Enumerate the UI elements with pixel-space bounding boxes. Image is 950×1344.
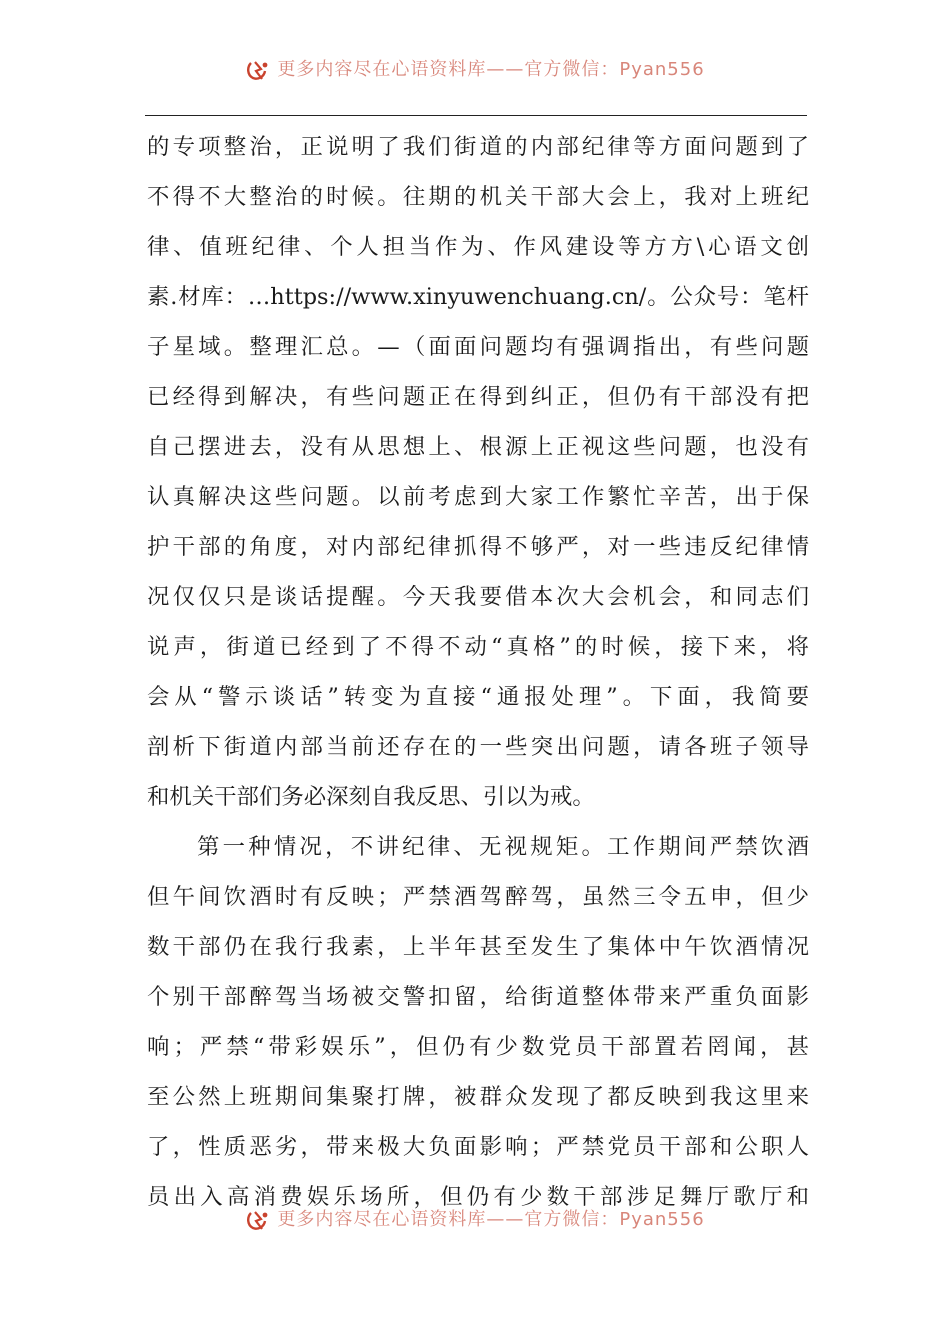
header-divider (145, 115, 807, 116)
text-line: 第一种情况，不讲纪律、无视规矩。工作期间严禁饮酒 (197, 834, 809, 860)
text-line: 不得不大整治的时候。往期的机关干部大会上，我对上班纪 (147, 184, 809, 210)
watermark-text: 更多内容尽在心语资料库——官方微信：Pyan556 (277, 1209, 705, 1230)
text-line: 子星域。整理汇总。—（面面问题均有强调指出，有些问题 (147, 334, 809, 360)
text-line: 个别干部醉驾当场被交警扣留，给街道整体带来严重负面影 (147, 984, 809, 1010)
text-line: 说声，街道已经到了不得不动“真格”的时候，接下来，将 (147, 634, 809, 660)
watermark-text: 更多内容尽在心语资料库——官方微信：Pyan556 (277, 59, 705, 80)
text-line: 的专项整治，正说明了我们街道的内部纪律等方面问题到了 (147, 134, 809, 160)
text-line: 剖析下街道内部当前还存在的一些突出问题，请各班子领导 (147, 734, 809, 760)
text-line: 况仅仅只是谈话提醒。今天我要借本次大会机会，和同志们 (147, 584, 809, 610)
paragraph (147, 822, 809, 1222)
text-line: 员出入高消费娱乐场所，但仍有少数干部涉足舞厅歌厅和 (147, 1184, 809, 1210)
text-line: 护干部的角度，对内部纪律抓得不够严，对一些违反纪律情 (147, 534, 809, 560)
text-line: 和机关干部们务必深刻自我反思、引以为戒。 (147, 784, 595, 810)
footer-watermark (0, 1206, 950, 1236)
header-watermark (0, 56, 950, 86)
text-line: 了，性质恶劣，带来极大负面影响；严禁党员干部和公职人 (147, 1134, 809, 1160)
text-line: 响；严禁“带彩娱乐”，但仍有少数党员干部置若罔闻，甚 (147, 1034, 809, 1060)
text-line: 会从“警示谈话”转变为直接“通报处理”。下面，我简要 (147, 684, 809, 710)
text-line: 已经得到解决，有些问题正在得到纠正，但仍有干部没有把 (147, 384, 809, 410)
text-line: 认真解决这些问题。以前考虑到大家工作繁忙辛苦，出于保 (147, 484, 809, 510)
document-body (147, 122, 809, 1222)
text-line: 素.材库：…https://www.xinyuwenchuang.cn/。公众号：笔杆 (147, 284, 809, 310)
text-line: 数干部仍在我行我素，上半年甚至发生了集体中午饮酒情况 (147, 934, 809, 960)
text-line: 但午间饮酒时有反映；严禁酒驾醉驾，虽然三令五申，但少 (147, 884, 809, 910)
text-line: 自己摆进去，没有从思想上、根源上正视这些问题，也没有 (147, 434, 809, 460)
watermark-logo-icon (245, 59, 271, 83)
watermark-logo-icon (245, 1209, 271, 1233)
paragraph (147, 122, 809, 822)
text-line: 律、值班纪律、个人担当作为、作风建设等方方\心语文创 (147, 234, 809, 260)
text-line: 至公然上班期间集聚打牌，被群众发现了都反映到我这里来 (147, 1084, 809, 1110)
